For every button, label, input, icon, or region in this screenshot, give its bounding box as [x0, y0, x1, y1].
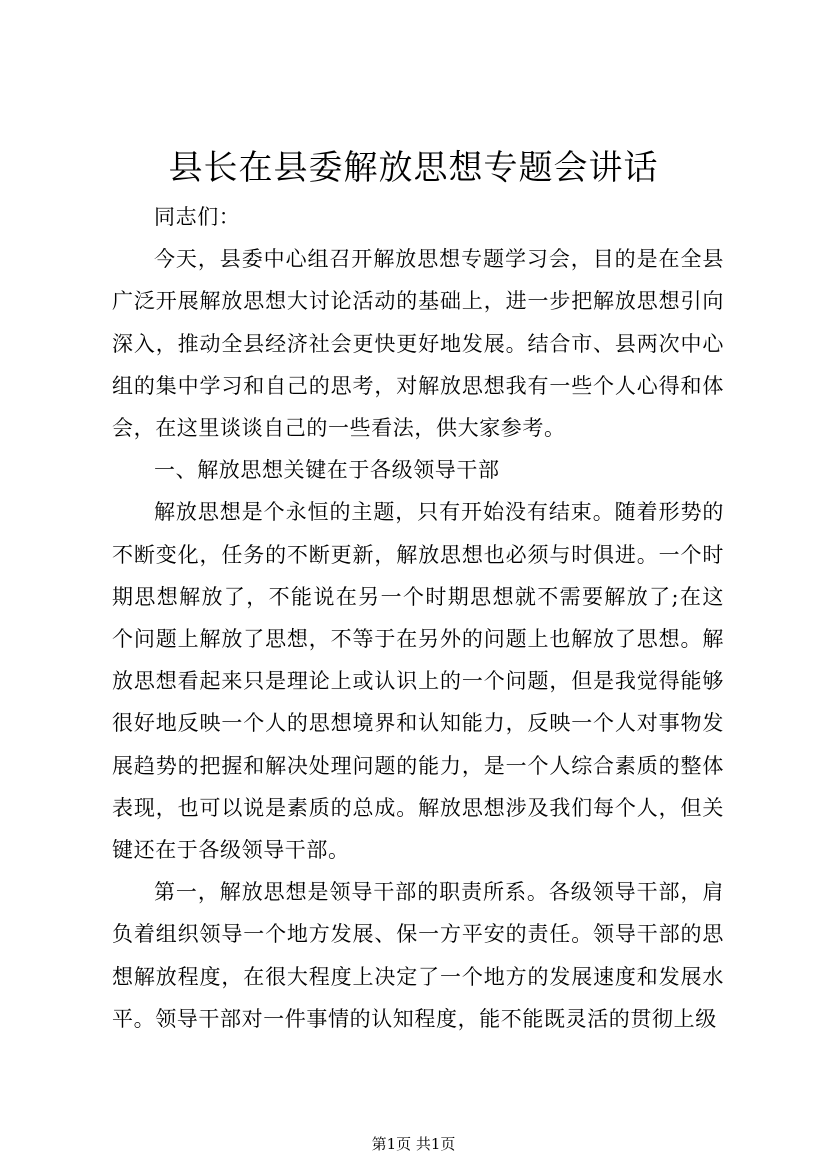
page-footer: 第1页 共1页 — [371, 1135, 456, 1153]
salutation-paragraph: 同志们： — [154, 205, 241, 229]
document-body — [112, 196, 724, 1040]
body-paragraph: 第一，解放思想是领导干部的职责所系。各级领导干部，肩负着组织领导一个地方发展、保一方平安的责任。领导干部的思想解放程度，在很大程度上决定了一个地方的发展速度和发展水平。领导干部对一件事情的认知程度，能不能既灵活的贯彻上级 — [112, 880, 724, 1031]
body-paragraph: 解放思想是个永恒的主题，只有开始没有结束。随着形势的不断变化，任务的不断更新，解放思想也必须与时俱进。一个时期思想解放了，不能说在另一个时期思想就不需要解放了;在这个问题上解放了思想，不等于在另外的问题上也解放了思想。解放思想看起来只是理论上或认识上的一个问题，但是我觉得能够很好地反映一个人的思想境界和认知能力，反映一个人对事物发展趋势的把握和解决处理问题的能力，是一个人综合素质的整体表现，也可以说是素质的总成。解放思想涉及我们每个人，但关键还在于各级领导干部。 — [112, 500, 724, 863]
intro-paragraph: 今天，县委中心组召开解放思想专题学习会，目的是在全县广泛开展解放思想大讨论活动的基础上，进一步把解放思想引向深入，推动全县经济社会更快更好地发展。结合市、县两次中心组的集中学习和自己的思考，对解放思想我有一些个人心得和体会，在这里谈谈自己的一些看法，供大家参考。 — [112, 247, 724, 441]
section-heading: 一、解放思想关键在于各级领导干部 — [154, 458, 500, 483]
document-title: 县长在县委解放思想专题会讲话 — [168, 148, 659, 188]
